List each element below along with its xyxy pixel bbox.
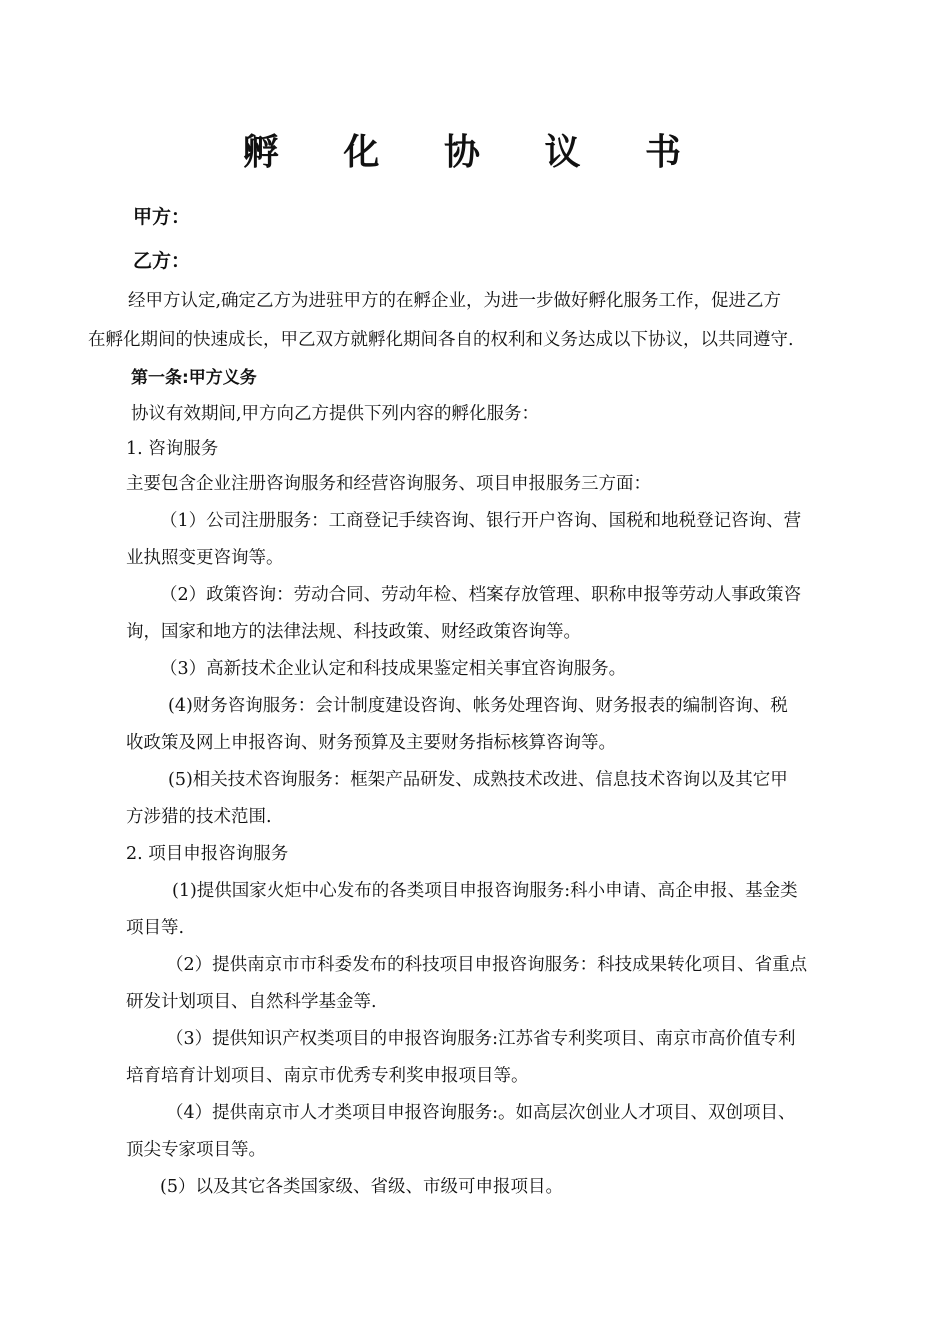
section1-item-2-line-2: 询，国家和地方的法律法规、科技政策、财经政策咨询等。 bbox=[126, 622, 581, 642]
section2-item-1-line-1: (1)提供国家火炬中心发布的各类项目申报咨询服务:科小申请、高企申报、基金类 bbox=[172, 881, 798, 901]
article1-heading: 第一条:甲方义务 bbox=[131, 368, 257, 388]
section1-item-2-line-1: （2）政策咨询：劳动合同、劳动年检、档案存放管理、职称申报等劳动人事政策咨 bbox=[160, 585, 802, 605]
section1-item-5-line-1: (5)相关技术咨询服务：框架产品研发、成熟技术改进、信息技术咨询以及其它甲 bbox=[168, 770, 788, 790]
section1-item-4-line-1: (4)财务咨询服务：会计制度建设咨询、帐务处理咨询、财务报表的编制咨询、税 bbox=[168, 696, 788, 716]
section1-summary: 主要包含企业注册咨询服务和经营咨询服务、项目申报服务三方面： bbox=[126, 474, 651, 494]
section2-item-3-line-1: （3）提供知识产权类项目的申报咨询服务:江苏省专利奖项目、南京市高价值专利 bbox=[166, 1029, 796, 1049]
section2-item-1-line-2: 项目等. bbox=[126, 918, 185, 938]
section2-item-2-line-2: 研发计划项目、自然科学基金等. bbox=[126, 992, 377, 1012]
section1-heading: 1. 咨询服务 bbox=[126, 439, 219, 459]
section1-item-1-line-2: 业执照变更咨询等。 bbox=[126, 548, 284, 568]
section2-heading: 2. 项目申报咨询服务 bbox=[126, 844, 289, 864]
section2-item-3-line-2: 培育培育计划项目、南京市优秀专利奖申报项目等。 bbox=[126, 1066, 529, 1086]
intro-line-1: 经甲方认定,确定乙方为进驻甲方的在孵企业，为进一步做好孵化服务工作，促进乙方 bbox=[128, 291, 782, 311]
party-b-label: 乙方： bbox=[133, 250, 191, 272]
section1-item-5-line-2: 方涉猎的技术范围. bbox=[126, 807, 272, 827]
document-title: 孵 化 协 议 书 bbox=[242, 132, 708, 173]
party-a-label: 甲方： bbox=[133, 206, 191, 228]
section1-item-1-line-1: （1）公司注册服务：工商登记手续咨询、银行开户咨询、国税和地税登记咨询、营 bbox=[160, 511, 802, 531]
section2-item-4-line-1: （4）提供南京市人才类项目申报咨询服务:。如高层次创业人才项目、双创项目、 bbox=[166, 1103, 796, 1123]
section1-item-4-line-2: 收政策及网上申报咨询、财务预算及主要财务指标核算咨询等。 bbox=[126, 733, 616, 753]
section2-item-4-line-2: 顶尖专家项目等。 bbox=[126, 1140, 266, 1160]
article1-lead: 协议有效期间,甲方向乙方提供下列内容的孵化服务： bbox=[131, 404, 540, 424]
section1-item-3-line-1: （3）高新技术企业认定和科技成果鉴定相关事宜咨询服务。 bbox=[160, 659, 627, 679]
section2-item-5-line-1: (5）以及其它各类国家级、省级、市级可申报项目。 bbox=[160, 1177, 563, 1197]
intro-line-2: 在孵化期间的快速成长，甲乙双方就孵化期间各自的权利和义务达成以下协议，以共同遵守. bbox=[88, 330, 794, 350]
section2-item-2-line-1: （2）提供南京市市科委发布的科技项目申报咨询服务：科技成果转化项目、省重点 bbox=[166, 955, 808, 975]
